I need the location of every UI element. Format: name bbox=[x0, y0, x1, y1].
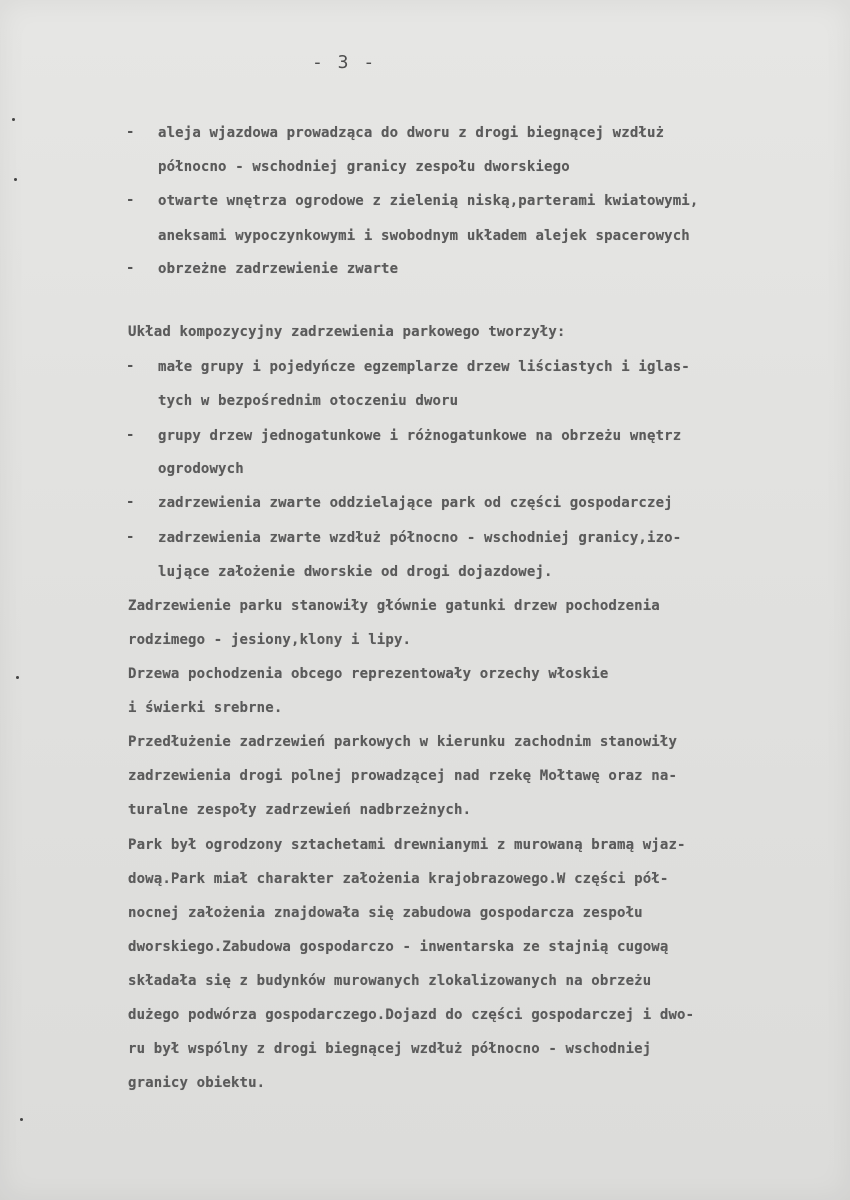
text-line: zadrzewienia zwarte wzdłuż północno - wschodniej granicy,izo- bbox=[158, 530, 682, 546]
text-line: składała się z budynków murowanych zlokalizowanych na obrzeżu bbox=[128, 973, 652, 989]
text-line: turalne zespoły zadrzewień nadbrzeżnych. bbox=[128, 802, 472, 818]
text-line: dużego podwórza gospodarczego.Dojazd do części gospodarczej i dwo- bbox=[128, 1007, 695, 1023]
text-line: aleja wjazdowa prowadząca do dworu z drogi biegnącej wzdłuż bbox=[158, 125, 665, 141]
text-line: rodzimego - jesiony,klony i lipy. bbox=[128, 632, 412, 648]
text-line: Zadrzewienie parku stanowiły głównie gatunki drzew pochodzenia bbox=[128, 598, 660, 614]
bullet-dash: - bbox=[126, 192, 135, 208]
text-line: otwarte wnętrza ogrodowe z zielenią niską,parterami kwiatowymi, bbox=[158, 193, 699, 209]
margin-speck bbox=[14, 178, 17, 181]
bullet-dash: - bbox=[126, 427, 135, 443]
text-line: lujące założenie dworskie od drogi dojazdowej. bbox=[158, 564, 553, 580]
text-line: Układ kompozycyjny zadrzewienia parkowego tworzyły: bbox=[128, 324, 566, 340]
text-line: zadrzewienia drogi polnej prowadzącej nad rzekę Mołtawę oraz na- bbox=[128, 768, 678, 784]
text-line: obrzeżne zadrzewienie zwarte bbox=[158, 261, 399, 277]
text-line: i świerki srebrne. bbox=[128, 700, 283, 716]
bullet-dash: - bbox=[126, 260, 135, 276]
text-line: ogrodowych bbox=[158, 461, 244, 477]
text-line: dworskiego.Zabudowa gospodarczo - inwentarska ze stajnią cugową bbox=[128, 939, 669, 955]
text-line: aneksami wypoczynkowymi i swobodnym układem alejek spacerowych bbox=[158, 228, 690, 244]
text-line: dową.Park miał charakter założenia krajobrazowego.W części pół- bbox=[128, 871, 669, 887]
bullet-dash: - bbox=[126, 529, 135, 545]
margin-speck bbox=[20, 1118, 23, 1121]
margin-speck bbox=[12, 118, 15, 121]
text-line: zadrzewienia zwarte oddzielające park od części gospodarczej bbox=[158, 495, 673, 511]
page-number: - 3 - bbox=[312, 52, 377, 73]
text-line: tych w bezpośrednim otoczeniu dworu bbox=[158, 393, 459, 409]
text-line: Park był ogrodzony sztachetami drewnianymi z murowaną bramą wjaz- bbox=[128, 837, 686, 853]
text-line: północno - wschodniej granicy zespołu dworskiego bbox=[158, 159, 570, 175]
bullet-dash: - bbox=[126, 494, 135, 510]
text-line: małe grupy i pojedyńcze egzemplarze drzew liściastych i iglas- bbox=[158, 359, 690, 375]
bullet-dash: - bbox=[126, 124, 135, 140]
text-line: grupy drzew jednogatunkowe i różnogatunkowe na obrzeżu wnętrz bbox=[158, 428, 682, 444]
text-line: ru był wspólny z drogi biegnącej wzdłuż północno - wschodniej bbox=[128, 1041, 652, 1057]
text-line: nocnej założenia znajdowała się zabudowa gospodarcza zespołu bbox=[128, 905, 643, 921]
text-line: Drzewa pochodzenia obcego reprezentowały orzechy włoskie bbox=[128, 666, 609, 682]
text-line: Przedłużenie zadrzewień parkowych w kierunku zachodnim stanowiły bbox=[128, 734, 678, 750]
bullet-dash: - bbox=[126, 358, 135, 374]
text-line: granicy obiektu. bbox=[128, 1075, 266, 1091]
margin-speck bbox=[16, 676, 19, 679]
